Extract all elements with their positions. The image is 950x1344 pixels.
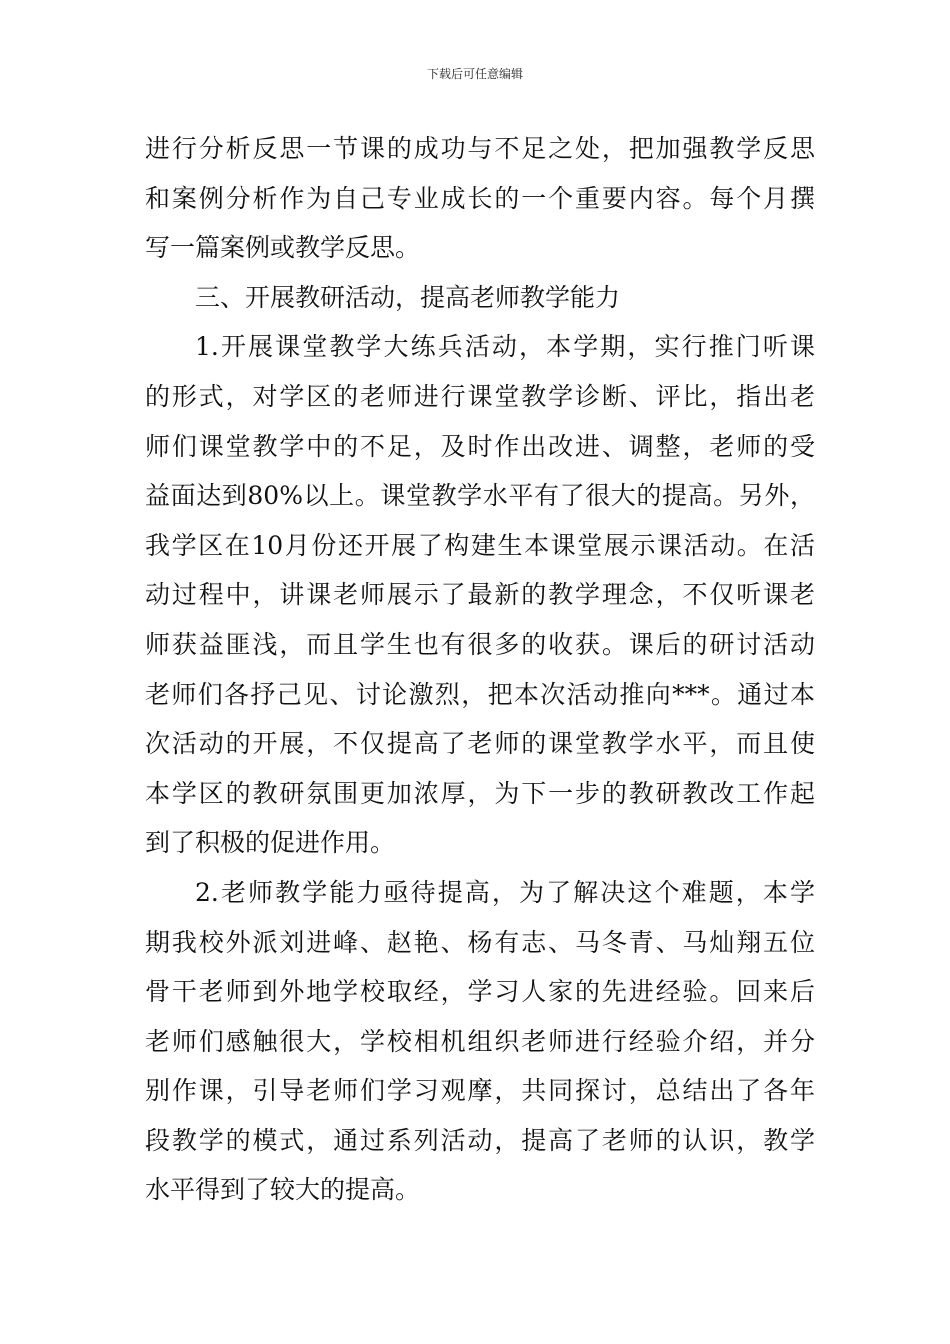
text-line: 进行分析反思一节课的成功与不足之处，把加强教学反思	[145, 134, 815, 163]
heading-line: 三、开展教研活动，提高老师教学能力	[195, 282, 621, 312]
text-line: 益面达到80%以上。课堂教学水平有了很大的提高。另外，	[145, 481, 815, 511]
text-line: 和案例分析作为自己专业成长的一个重要内容。每个月撰	[145, 183, 815, 213]
text-line: 动过程中，讲课老师展示了最新的教学理念，不仅听课老	[145, 580, 815, 610]
text-line: 我学区在10月份还开展了构建生本课堂展示课活动。在活	[145, 530, 815, 560]
text-line: 师获益匪浅，而且学生也有很多的收获。课后的研讨活动	[145, 629, 815, 659]
text-line: 骨干老师到外地学校取经，学习人家的先进经验。回来后	[145, 977, 815, 1007]
page-header: 下载后可任意编辑	[426, 67, 523, 81]
text-line: 师们课堂教学中的不足，及时作出改进、调整，老师的受	[145, 431, 815, 461]
text-line: 写一篇案例或教学反思。	[145, 233, 421, 263]
section-heading	[145, 273, 815, 323]
paragraph-item-2	[145, 868, 815, 1215]
text-line: 的形式，对学区的老师进行课堂教学诊断、评比，指出老	[145, 381, 815, 411]
text-line: 到了积极的促进作用。	[145, 828, 396, 858]
text-line: 本学区的教研氛围更加浓厚，为下一步的教研教改工作起	[145, 778, 815, 808]
paragraph-item-1	[145, 322, 815, 868]
document-body	[145, 124, 815, 1215]
text-line: 2.老师教学能力亟待提高，为了解决这个难题，本学	[195, 877, 815, 907]
text-line: 别作课，引导老师们学习观摩，共同探讨，总结出了各年	[145, 1076, 815, 1106]
paragraph-reflection	[145, 124, 815, 273]
text-line: 老师们感触很大，学校相机组织老师进行经验介绍，并分	[145, 1026, 815, 1056]
text-line: 水平得到了较大的提高。	[145, 1175, 421, 1205]
text-line: 段教学的模式，通过系列活动，提高了老师的认识，教学	[145, 1125, 815, 1155]
text-line: 老师们各抒己见、讨论激烈，把本次活动推向***。通过本	[145, 679, 815, 709]
text-line: 期我校外派刘进峰、赵艳、杨有志、马冬青、马灿翔五位	[145, 927, 815, 957]
text-line: 次活动的开展，不仅提高了老师的课堂教学水平，而且使	[145, 729, 815, 759]
text-line: 1.开展课堂教学大练兵活动，本学期，实行推门听课	[195, 332, 815, 362]
